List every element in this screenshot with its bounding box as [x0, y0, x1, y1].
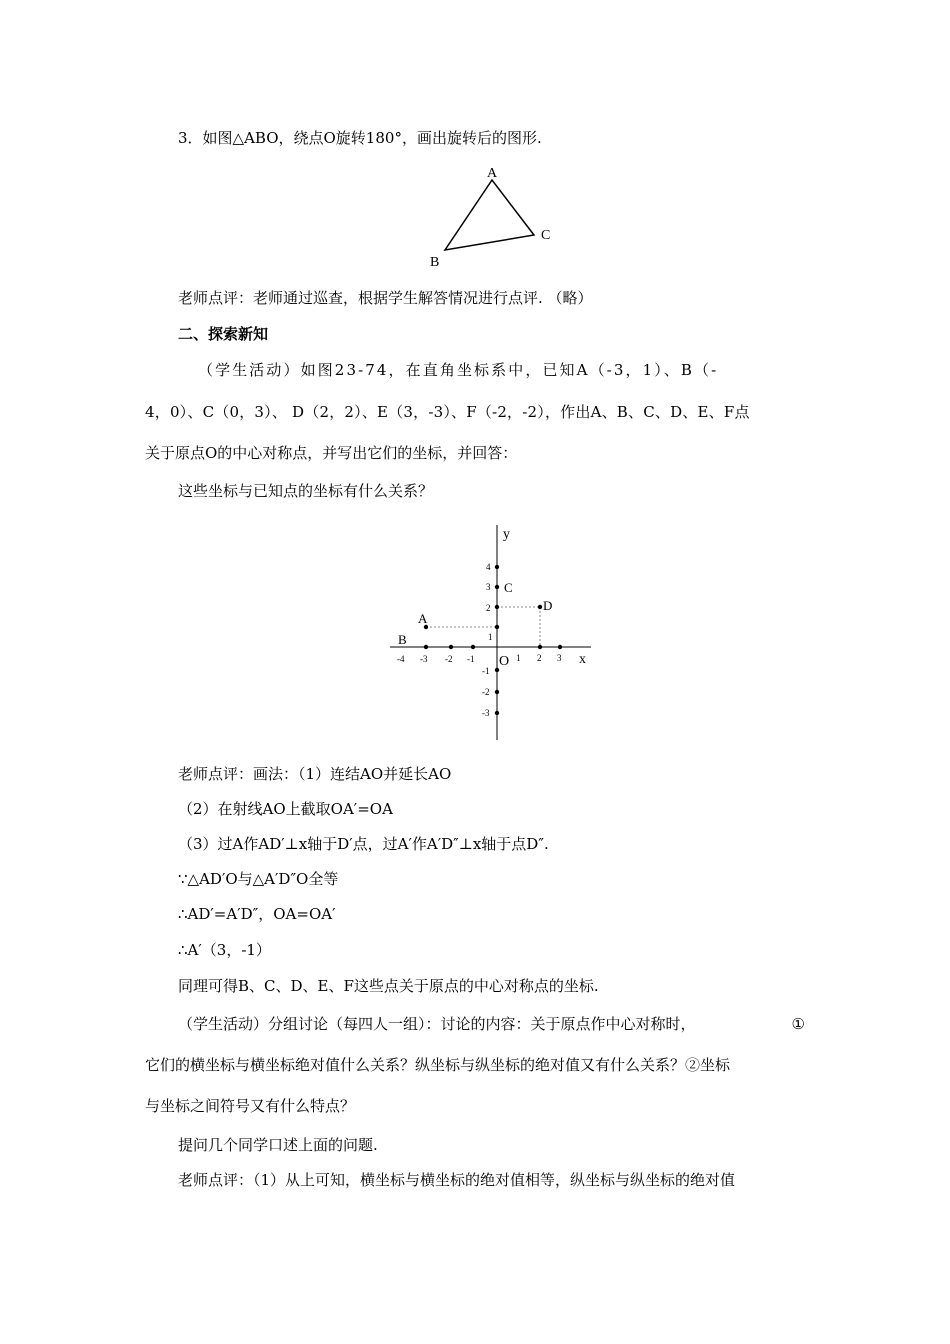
y-tick-m1: -1	[482, 666, 490, 676]
y-dot-m3	[495, 711, 499, 715]
triangle-figure	[420, 160, 570, 272]
x-dot-m3	[424, 645, 428, 649]
discussion-line-5: 老师点评：（1）从上可知，横坐标与横坐标的绝对值相等，纵坐标与纵坐标的绝对值	[178, 1171, 736, 1189]
solution-line-2: （2）在射线AO上截取OA′=OA	[178, 800, 393, 818]
x-dot-m2	[449, 645, 453, 649]
y-dot-3	[495, 585, 499, 589]
y-dot-m2	[495, 690, 499, 694]
y-dot-2	[495, 605, 499, 609]
activity-question: 这些坐标与已知点的坐标有什么关系？	[178, 482, 434, 500]
problem-3-text: 3．如图△ABO，绕点O旋转180°，画出旋转后的图形.	[178, 129, 542, 147]
solution-line-3: （3）过A作AD′⊥x轴于D′点，过A′作A′D″⊥x轴于点D″.	[178, 835, 549, 853]
x-dot-2	[538, 645, 542, 649]
origin-label: O	[499, 654, 510, 669]
discussion-line-3: 与坐标之间符号又有什么特点？	[145, 1097, 356, 1115]
triangle-label-c: C	[541, 228, 551, 243]
activity-line-3: 关于原点O的中心对称点，并写出它们的坐标，并回答：	[145, 444, 518, 462]
x-tick-m4: -4	[397, 654, 405, 664]
teacher-comment-1: 老师点评：老师通过巡查，根据学生解答情况进行点评. （略）	[178, 289, 593, 307]
activity-line-1-text: （学生活动）如图23-74，在直角坐标系中，已知A（-3，1）、B（-	[198, 361, 719, 379]
point-label-d: D	[543, 598, 553, 613]
solution-line-7: 同理可得B、C、D、E、F这些点关于原点的中心对称点的坐标.	[178, 977, 599, 995]
activity-line-2: 4，0）、C（0，3）、 D（2，2）、E（3，-3）、F（-2，-2），作出A、B、C、D、E、F点	[145, 403, 750, 421]
y-tick-m2: -2	[482, 687, 490, 697]
x-tick-3: 3	[557, 653, 562, 663]
discussion-line-2: 它们的横坐标与横坐标绝对值什么关系？纵坐标与纵坐标的绝对值又有什么关系？②坐标	[145, 1056, 731, 1074]
x-tick-1: 1	[516, 653, 521, 663]
x-dot-m1	[471, 645, 475, 649]
x-axis-label: x	[579, 652, 586, 667]
y-tick-m3: -3	[482, 708, 490, 718]
triangle-label-b: B	[430, 255, 440, 270]
x-tick-m3: -3	[420, 654, 428, 664]
point-d	[538, 605, 542, 609]
x-tick-m1: -1	[467, 654, 475, 664]
coordinate-figure	[385, 520, 595, 745]
y-tick-4: 4	[486, 562, 491, 572]
solution-line-5: ∴AD′=A′D″，OA=OA′	[178, 905, 336, 923]
point-label-b: B	[398, 632, 407, 647]
solution-line-4: ∵△AD′O与△A′D″O全等	[178, 870, 339, 888]
y-axis-label: y	[503, 527, 510, 542]
y-dot-m1	[495, 668, 499, 672]
discussion-circled-1: ①	[791, 1015, 805, 1033]
point-label-a: A	[418, 611, 428, 626]
solution-line-1: 老师点评：画法：（1）连结AO并延长AO	[178, 765, 452, 783]
x-tick-m2: -2	[445, 654, 453, 664]
discussion-line-1-text: （学生活动）分组讨论（每四人一组）：讨论的内容：关于原点作中心对称时，	[178, 1015, 696, 1033]
point-label-c: C	[504, 580, 513, 595]
y-dot-1	[495, 625, 499, 629]
triangle-label-a: A	[487, 166, 498, 181]
y-tick-2: 2	[486, 603, 491, 613]
y-dot-4	[495, 565, 499, 569]
activity-line-1	[198, 360, 806, 380]
solution-line-6: ∴A′（3，-1）	[178, 941, 271, 959]
triangle-abc	[445, 180, 534, 250]
discussion-line-4: 提问几个同学口述上面的问题.	[178, 1136, 378, 1154]
x-tick-2: 2	[537, 653, 542, 663]
y-tick-1: 1	[488, 632, 493, 642]
x-dot-3	[558, 645, 562, 649]
discussion-line-1	[178, 1014, 805, 1034]
section-2-heading: 二、探索新知	[178, 325, 269, 343]
y-tick-3: 3	[486, 582, 491, 592]
